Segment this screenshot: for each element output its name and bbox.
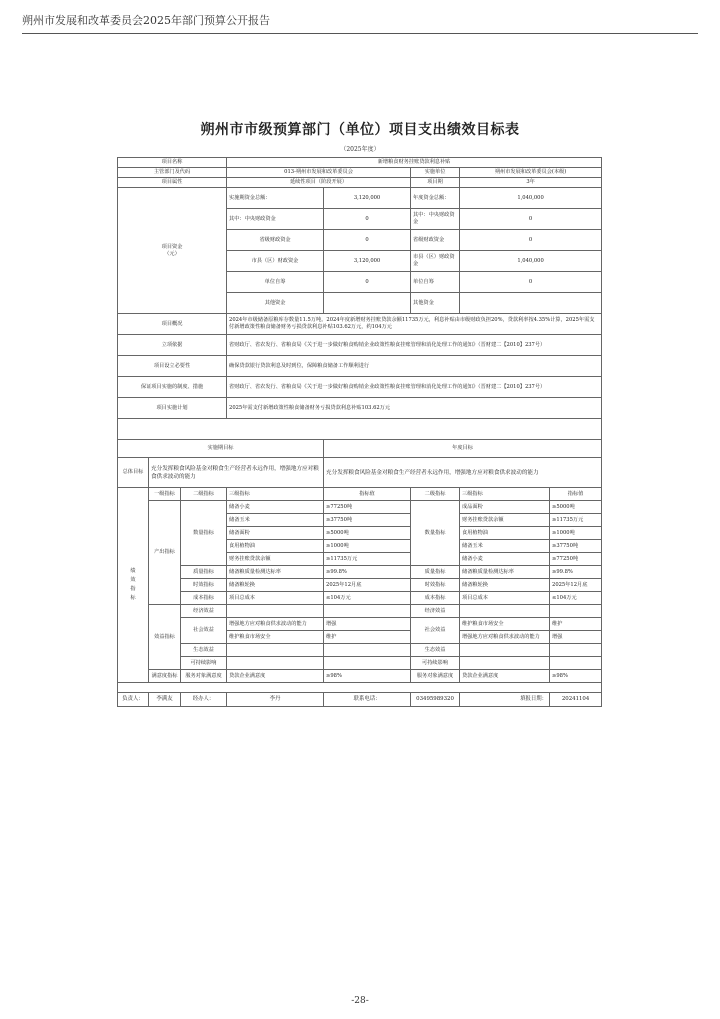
- indicator-value: ≥37750吨: [550, 540, 602, 553]
- fund-label: 年度资金总额：: [411, 188, 460, 209]
- overall-target-impl: 充分发挥粮食风险基金对粮食生产经营者永远作用，增强地方应对粮食供求波动的能力: [149, 458, 324, 488]
- indicator-value: ≥5000吨: [324, 527, 411, 540]
- service-label: 服务对象满意度: [411, 670, 460, 683]
- cost-label: 成本指标: [181, 592, 227, 605]
- header-rule: [22, 33, 698, 34]
- fund-value: [324, 293, 411, 314]
- owner-label: 负责人：: [118, 693, 149, 707]
- indicator-name: 贷款企业满意度: [460, 670, 550, 683]
- indicator-name: 储备粮轮换: [227, 579, 324, 592]
- owner-value: 李满友: [149, 693, 181, 707]
- indicator-name: [460, 644, 550, 657]
- indicator-value: ≥1000吨: [324, 540, 411, 553]
- indicator-value: [550, 644, 602, 657]
- col-header: 指标值: [550, 488, 602, 501]
- measures-text: 省财政厅、省农发行、省粮食局《关于进一步做好粮食购销企业政策性粮食挂账管理和消化处理工作的通知》（晋财建二【2010】237号）: [227, 377, 602, 398]
- indicator-value: ≥99.8%: [550, 566, 602, 579]
- project-name: 新增粮食财务挂账贷款利息补贴: [227, 158, 602, 168]
- fund-value: 0: [460, 272, 602, 293]
- indicator-value: 维护: [324, 631, 411, 644]
- economic-label: 经济效益: [181, 605, 227, 618]
- impl-unit-label: 实施单位: [411, 168, 460, 178]
- social-label: 社会效益: [181, 618, 227, 644]
- quality-label: 质量指标: [411, 566, 460, 579]
- fund-value: [460, 293, 602, 314]
- indicator-value: 增强: [324, 618, 411, 631]
- year-target-header: 年度目标: [324, 440, 602, 458]
- indicator-name: 储备粮轮换: [460, 579, 550, 592]
- attr-value: 延续性项目（阶段开展）: [227, 178, 411, 188]
- overview-label: 项目概况: [118, 314, 227, 335]
- fund-value: 0: [460, 230, 602, 251]
- time-label: 时效指标: [411, 579, 460, 592]
- quality-label: 质量指标: [181, 566, 227, 579]
- indicator-name: 项目总成本: [227, 592, 324, 605]
- handler-value: 李丹: [227, 693, 324, 707]
- fund-label: 其中：中央财政资金: [227, 209, 324, 230]
- overall-target-label: 总体目标: [118, 458, 149, 488]
- indicator-name: 储备小麦: [460, 553, 550, 566]
- blank-row: [118, 419, 602, 440]
- indicator-value: ≥1000吨: [550, 527, 602, 540]
- indicator-name: 储备面粉: [227, 527, 324, 540]
- date-label: 填报日期：: [460, 693, 550, 707]
- indicator-name: 贷款企业满意度: [227, 670, 324, 683]
- indicator-name: 维护粮食市场安全: [460, 618, 550, 631]
- report-header: 朔州市发展和改革委员会2025年部门预算公开报告: [22, 14, 270, 27]
- indicator-name: 财务挂账贷款余额: [227, 553, 324, 566]
- table-title: 朔州市市级预算部门（单位）项目支出绩效目标表: [200, 122, 520, 138]
- indicator-value: 2025年12月底: [324, 579, 411, 592]
- indicator-value: [324, 605, 411, 618]
- fund-value: 0: [324, 272, 411, 293]
- indicator-name: [227, 605, 324, 618]
- indicator-value: ≥11735万元: [324, 553, 411, 566]
- indicator-value: 增强: [550, 631, 602, 644]
- period-label: 项目期: [411, 178, 460, 188]
- indicator-value: ≥37750吨: [324, 514, 411, 527]
- impl-unit-value: 朔州市发展和改革委员会(本级): [460, 168, 602, 178]
- fund-value: 1,040,000: [460, 188, 602, 209]
- indicator-value: ≥99.8%: [324, 566, 411, 579]
- indicator-name: 储备小麦: [227, 501, 324, 514]
- benefit-label: 效益指标: [149, 605, 181, 670]
- col-header: 三级指标: [227, 488, 324, 501]
- indicator-value: ≥77250吨: [324, 501, 411, 514]
- indicator-value: [324, 644, 411, 657]
- output-label: 产出指标: [149, 501, 181, 605]
- necessity-text: 确保贷款银行贷款利息及时到位，保障粮食储备工作顺利进行: [227, 356, 602, 377]
- indicator-name: 维护粮食市场安全: [227, 631, 324, 644]
- fund-label: 其他资金: [227, 293, 324, 314]
- indicator-name: 增强地方应对粮食供求波动的能力: [227, 618, 324, 631]
- fund-label: 单位自筹: [227, 272, 324, 293]
- indicator-name: [460, 657, 550, 670]
- cost-label: 成本指标: [411, 592, 460, 605]
- dept-value: 013-朔州市发展和改革委员会: [227, 168, 411, 178]
- indicator-value: ≥98%: [550, 670, 602, 683]
- indicator-value: ≤104万元: [550, 592, 602, 605]
- necessity-label: 项目设立必要性: [118, 356, 227, 377]
- fund-label: 省级财政资金: [411, 230, 460, 251]
- dept-label: 主管部门及代码: [118, 168, 227, 178]
- fund-label: 实施期资金总额：: [227, 188, 324, 209]
- indicator-value: ≥98%: [324, 670, 411, 683]
- basis-text: 省财政厅、省农发行、省粮食局《关于进一步做好粮食购销企业政策性粮食挂账管理和消化处理工作的通知》（晋财建二【2010】237号）: [227, 335, 602, 356]
- eco-label: 生态效益: [181, 644, 227, 657]
- fund-value: 1,040,000: [460, 251, 602, 272]
- indicator-value: [550, 657, 602, 670]
- fund-label: 市县（区）财政资金: [411, 251, 460, 272]
- eco-label: 生态效益: [411, 644, 460, 657]
- fund-value: 3,120,000: [324, 251, 411, 272]
- indicator-value: ≥77250吨: [550, 553, 602, 566]
- page-number: -28-: [351, 996, 369, 1006]
- handler-label: 经办人：: [181, 693, 227, 707]
- col-header: 一级指标: [149, 488, 181, 501]
- plan-label: 项目实施计划: [118, 398, 227, 419]
- sustain-label: 可持续影响: [181, 657, 227, 670]
- year-note: （2025年度）: [340, 146, 380, 153]
- phone-label: 联系电话：: [324, 693, 411, 707]
- indicator-name: [227, 644, 324, 657]
- economic-label: 经济效益: [411, 605, 460, 618]
- indicator-name: 储备粮质量检测达标率: [460, 566, 550, 579]
- indicator-name: 食用植物油: [227, 540, 324, 553]
- attr-label: 项目属性: [118, 178, 227, 188]
- fund-label: 省级财政资金: [227, 230, 324, 251]
- sustain-label: 可持续影响: [411, 657, 460, 670]
- fund-value: 3,120,000: [324, 188, 411, 209]
- overview-text: 2024年市级储备原粮库存数量11.5万吨。2024年度新增财务挂账贷款余额11735万元，利息补贴由市级财政负担20%，贷款利率按4.35%计算，2025年需支付新增政策性粮食储备财务亏损贷款利息补贴103.62万元，约104万元: [227, 314, 602, 335]
- phone-value: 03495989320: [411, 693, 460, 707]
- indicator-value: ≥5000吨: [550, 501, 602, 514]
- indicator-value: 2025年12月底: [550, 579, 602, 592]
- col-header: 指标值: [324, 488, 411, 501]
- col-header: 二级指标: [181, 488, 227, 501]
- overall-target-year: 充分发挥粮食风险基金对粮食生产经营者永远作用，增强地方应对粮食供求波动的能力: [324, 458, 602, 488]
- indicator-value: ≥11735万元: [550, 514, 602, 527]
- indicator-name: 财务挂账贷款余额: [460, 514, 550, 527]
- col-header: 三级指标: [460, 488, 550, 501]
- quantity-label: 数量指标: [181, 501, 227, 566]
- fund-label: 单位自筹: [411, 272, 460, 293]
- date-value: 20241104: [550, 693, 602, 707]
- indicator-name: [460, 605, 550, 618]
- plan-text: 2025年需支付新增政策性粮食储备财务亏损贷款利息补贴103.62万元: [227, 398, 602, 419]
- performance-table: [117, 157, 602, 707]
- indicator-name: [227, 657, 324, 670]
- indicator-name: 储备玉米: [460, 540, 550, 553]
- indicator-value: 维护: [550, 618, 602, 631]
- indicator-name: 储备粮质量检测达标率: [227, 566, 324, 579]
- measures-label: 保证项目实施的制度、措施: [118, 377, 227, 398]
- blank-row: [118, 683, 602, 693]
- project-name-label: 项目名称: [118, 158, 227, 168]
- col-header: 二级指标: [411, 488, 460, 501]
- satisfaction-label: 满意度指标: [149, 670, 181, 683]
- fund-value: 0: [460, 209, 602, 230]
- performance-indicators-label: 绩 效 指 标: [118, 488, 149, 683]
- indicator-name: 食用植物油: [460, 527, 550, 540]
- fund-value: 0: [324, 230, 411, 251]
- indicator-name: 项目总成本: [460, 592, 550, 605]
- indicator-value: [550, 605, 602, 618]
- fund-label: 其他资金: [411, 293, 460, 314]
- period-value: 3年: [460, 178, 602, 188]
- impl-target-header: 实施期目标: [118, 440, 324, 458]
- basis-label: 立项依据: [118, 335, 227, 356]
- fund-label: 市县（区）财政资金: [227, 251, 324, 272]
- fund-label: 其中：中央财政资金: [411, 209, 460, 230]
- indicator-name: 增强地方应对粮食供求波动的能力: [460, 631, 550, 644]
- fund-value: 0: [324, 209, 411, 230]
- time-label: 时效指标: [181, 579, 227, 592]
- social-label: 社会效益: [411, 618, 460, 644]
- service-label: 服务对象满意度: [181, 670, 227, 683]
- indicator-name: 储备玉米: [227, 514, 324, 527]
- indicator-value: ≤104万元: [324, 592, 411, 605]
- funds-label: 项目资金 （元）: [118, 188, 227, 314]
- indicator-name: 成品面粉: [460, 501, 550, 514]
- indicator-value: [324, 657, 411, 670]
- quantity-label: 数量指标: [411, 501, 460, 566]
